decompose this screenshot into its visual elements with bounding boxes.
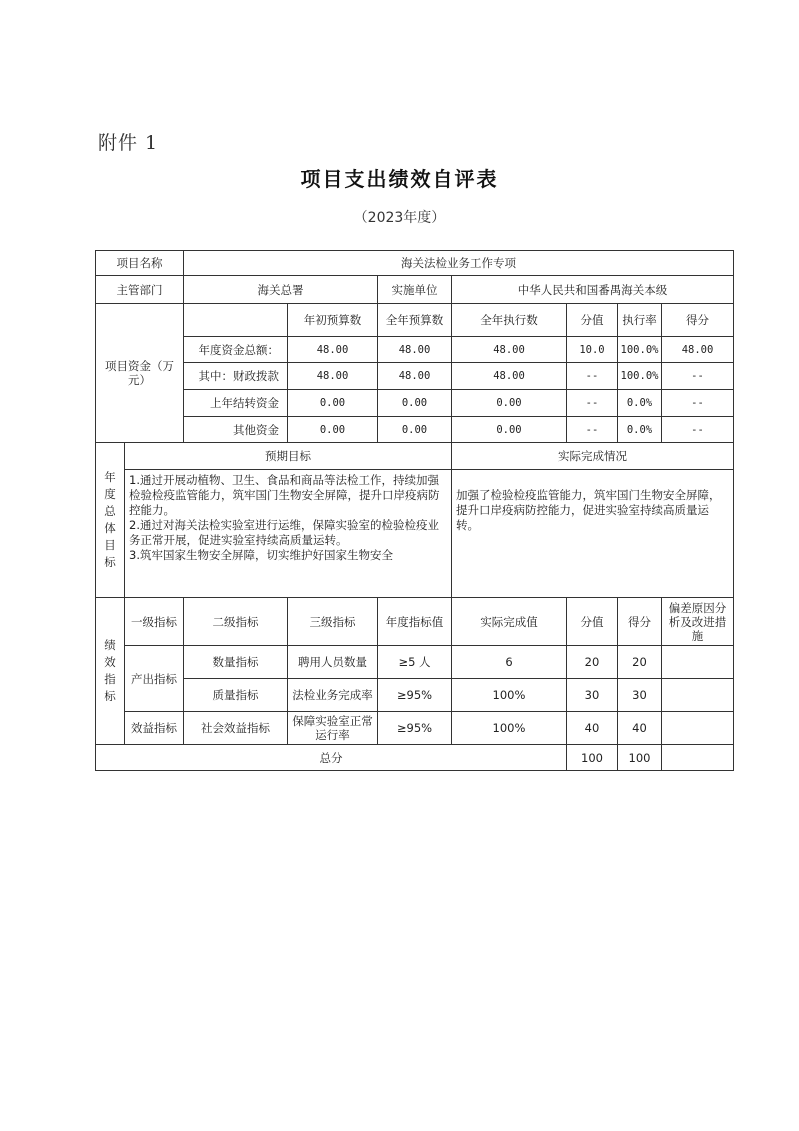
perf-reason — [662, 679, 734, 712]
funds-row-initial: 0.00 — [288, 390, 378, 417]
funds-row-score: -- — [662, 417, 734, 443]
total-score: 100 — [618, 745, 662, 771]
expected-goal-text: 1.通过开展动植物、卫生、食品和商品等法检工作，持续加强检验检疫监管能力，筑牢国门生物安全屏障，提升口岸疫病防控能力。 2.通过对海关法检实验室进行运维，保障实验室的检验检疫业务正常开展，促进实验室持续高质量运转。 3.筑牢国家生物安全屏障，切实维护好国家生物安全 — [125, 470, 452, 598]
annual-goals-label — [96, 443, 125, 598]
funds-row-rate: 100.0% — [618, 337, 662, 363]
funds-row-name: 年度资金总额： — [184, 337, 288, 363]
funds-row-score-value: -- — [567, 363, 618, 390]
department-row — [96, 276, 734, 304]
funds-header-score-value: 分值 — [567, 304, 618, 337]
performance-label-text: 绩效指标 — [104, 638, 116, 703]
performance-label — [96, 598, 125, 745]
funds-row-annual: 0.00 — [378, 390, 452, 417]
perf-reason — [662, 712, 734, 745]
funds-row-score: 48.00 — [662, 337, 734, 363]
funds-row-executed: 0.00 — [452, 417, 567, 443]
actual-completion-header: 实际完成情况 — [452, 443, 734, 470]
funds-row-initial: 48.00 — [288, 337, 378, 363]
perf-header-level3: 三级指标 — [288, 598, 378, 646]
perf-score: 40 — [618, 712, 662, 745]
perf-header-score-value: 分值 — [567, 598, 618, 646]
total-label: 总分 — [96, 745, 567, 771]
funds-row — [96, 363, 734, 390]
goals-content-row — [96, 470, 734, 598]
performance-row — [96, 679, 734, 712]
perf-target: ≥5 人 — [378, 646, 452, 679]
perf-level3: 法检业务完成率 — [288, 679, 378, 712]
annual-goals-label-text: 年度总体目标 — [104, 470, 116, 569]
funds-row-annual: 48.00 — [378, 337, 452, 363]
funds-header-score: 得分 — [662, 304, 734, 337]
funds-row-executed: 48.00 — [452, 337, 567, 363]
funds-row-score-value: 10.0 — [567, 337, 618, 363]
perf-score-value: 30 — [567, 679, 618, 712]
funds-header-annual: 全年预算数 — [378, 304, 452, 337]
perf-header-target: 年度指标值 — [378, 598, 452, 646]
performance-row — [96, 646, 734, 679]
perf-target: ≥95% — [378, 712, 452, 745]
funds-row-score-value: -- — [567, 417, 618, 443]
perf-header-level2: 二级指标 — [184, 598, 288, 646]
funds-row-score: -- — [662, 363, 734, 390]
performance-header-row — [96, 598, 734, 646]
department-label: 主管部门 — [96, 276, 184, 304]
funds-row-annual: 48.00 — [378, 363, 452, 390]
perf-reason — [662, 646, 734, 679]
project-name-row — [96, 251, 734, 276]
funds-row-rate: 0.0% — [618, 417, 662, 443]
funds-row — [96, 390, 734, 417]
funds-row-executed: 0.00 — [452, 390, 567, 417]
page-title: 项目支出绩效自评表 — [300, 167, 499, 191]
perf-header-actual: 实际完成值 — [452, 598, 567, 646]
funds-row-score-value: -- — [567, 390, 618, 417]
total-row — [96, 745, 734, 771]
perf-actual: 100% — [452, 712, 567, 745]
perf-level2: 数量指标 — [184, 646, 288, 679]
total-reason-blank — [662, 745, 734, 771]
unit-value: 中华人民共和国番禺海关本级 — [452, 276, 734, 304]
department-value: 海关总署 — [184, 276, 378, 304]
perf-score: 30 — [618, 679, 662, 712]
funds-row-rate: 100.0% — [618, 363, 662, 390]
funds-row-initial: 0.00 — [288, 417, 378, 443]
funds-row-name: 其中：财政拨款 — [184, 363, 288, 390]
funds-row-initial: 48.00 — [288, 363, 378, 390]
funds-row-name: 其他资金 — [184, 417, 288, 443]
project-name-label: 项目名称 — [96, 251, 184, 276]
funds-header-blank — [184, 304, 288, 337]
funds-label: 项目资金（万元） — [96, 304, 184, 443]
year-subtitle: （2023年度） — [353, 210, 446, 226]
perf-score-value: 40 — [567, 712, 618, 745]
funds-header-row — [96, 304, 734, 337]
perf-header-reason: 偏差原因分析及改进措施 — [662, 598, 734, 646]
performance-row — [96, 712, 734, 745]
project-name-value: 海关法检业务工作专项 — [184, 251, 734, 276]
perf-level2: 质量指标 — [184, 679, 288, 712]
funds-header-rate: 执行率 — [618, 304, 662, 337]
goals-header-row — [96, 443, 734, 470]
funds-row — [96, 417, 734, 443]
funds-row-annual: 0.00 — [378, 417, 452, 443]
perf-header-level1: 一级指标 — [125, 598, 184, 646]
funds-row-score: -- — [662, 390, 734, 417]
attachment-label: 附件 1 — [98, 132, 159, 154]
funds-row — [96, 337, 734, 363]
perf-level3: 保障实验室正常运行率 — [288, 712, 378, 745]
funds-row-executed: 48.00 — [452, 363, 567, 390]
perf-target: ≥95% — [378, 679, 452, 712]
perf-header-score: 得分 — [618, 598, 662, 646]
unit-label: 实施单位 — [378, 276, 452, 304]
actual-completion-text: 加强了检验检疫监管能力，筑牢国门生物安全屏障，提升口岸疫病防控能力，促进实验室持续高质量运转。 — [452, 470, 734, 598]
perf-actual: 100% — [452, 679, 567, 712]
perf-level1: 效益指标 — [125, 712, 184, 745]
self-evaluation-table — [95, 250, 734, 771]
funds-row-name: 上年结转资金 — [184, 390, 288, 417]
perf-level3: 聘用人员数量 — [288, 646, 378, 679]
perf-level2: 社会效益指标 — [184, 712, 288, 745]
perf-actual: 6 — [452, 646, 567, 679]
perf-level1: 产出指标 — [125, 646, 184, 712]
funds-header-executed: 全年执行数 — [452, 304, 567, 337]
funds-header-initial: 年初预算数 — [288, 304, 378, 337]
perf-score-value: 20 — [567, 646, 618, 679]
expected-goal-header: 预期目标 — [125, 443, 452, 470]
total-score-value: 100 — [567, 745, 618, 771]
perf-score: 20 — [618, 646, 662, 679]
funds-row-rate: 0.0% — [618, 390, 662, 417]
